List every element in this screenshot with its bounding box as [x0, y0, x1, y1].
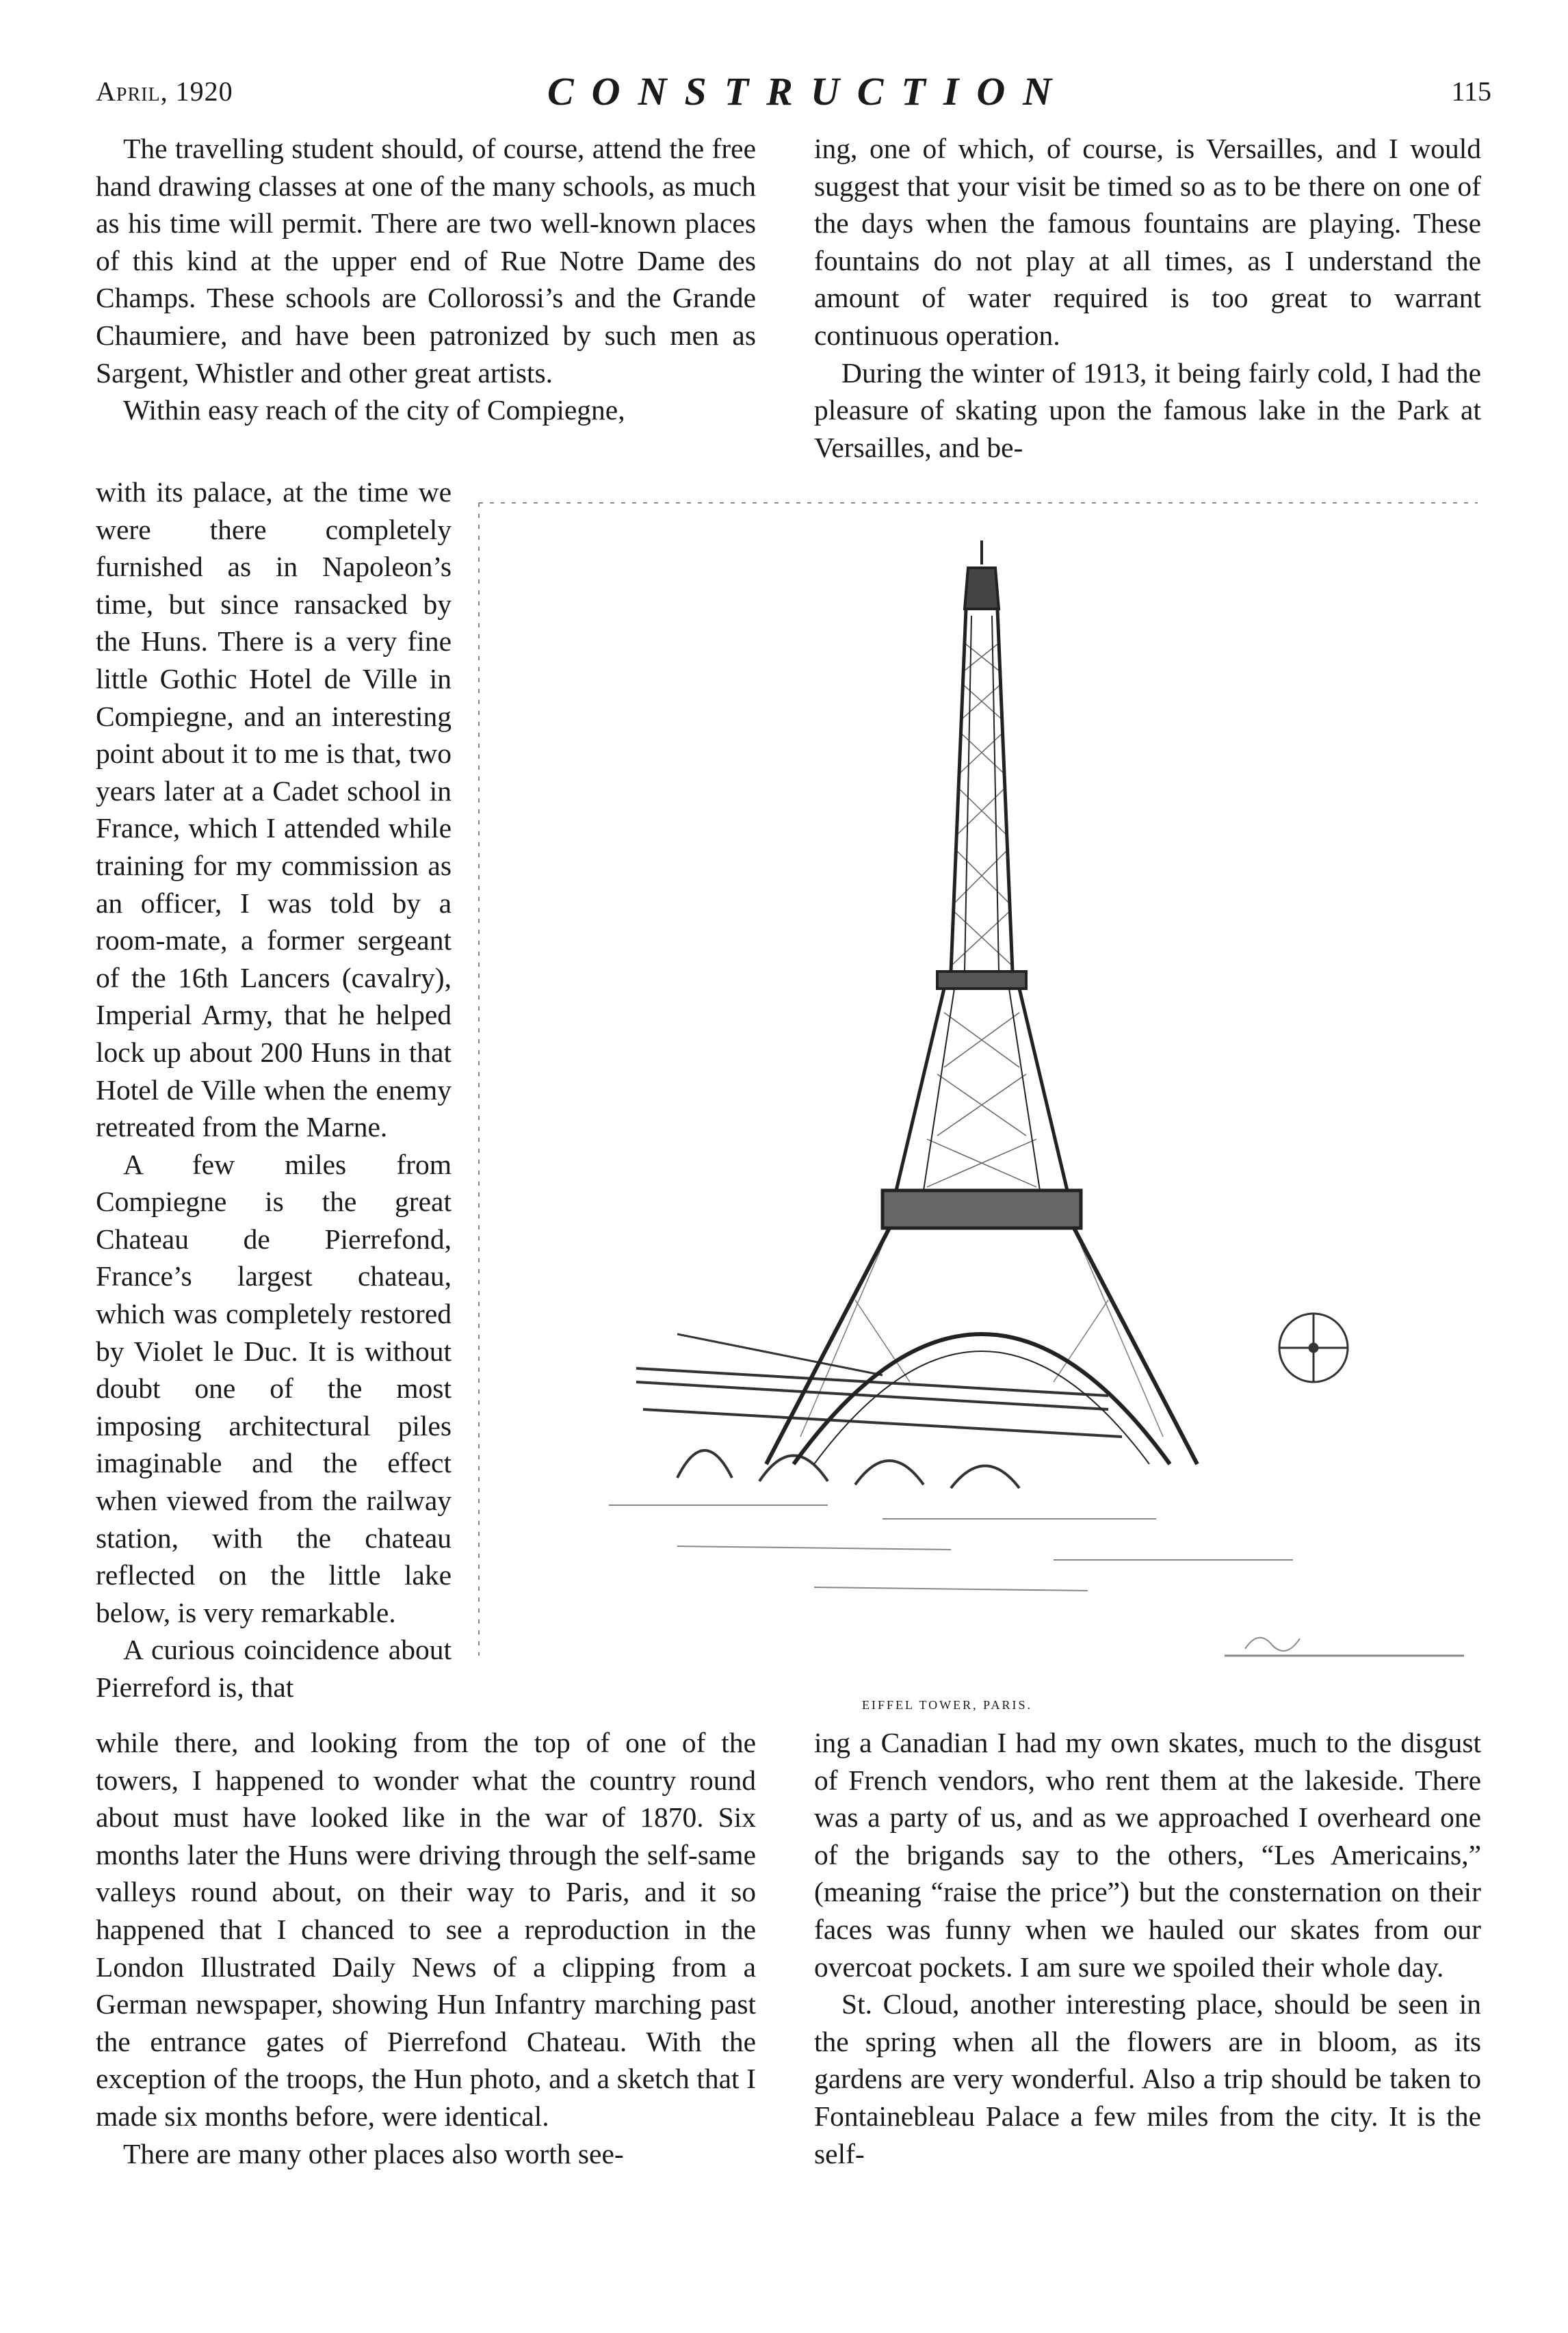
paragraph-compiegne: with its palace, at the time we were there completely furnished as in Napoleon’s time, but since ransacked by the Huns. There is a very fine little Gothic Hotel de Ville in Compiegne, and an interesting point about it to me is that, two years later at a Cadet school in France, which I attended while training for my commission as an officer, I was told by a room-mate, a former sergeant of the 16th Lancers (cavalry), Imperial Army, that he helped lock up about 200 Huns in that Hotel de Ville when the enemy retreated from the Marne.	[96, 476, 452, 1143]
publication-title: CONSTRUCTION	[547, 69, 1070, 114]
paragraph-skating-start: During the winter of 1913, it being fairly cold, I had the pleasure of skating upon the famous lake in the Park at Versailles, and be-	[814, 356, 1481, 463]
eiffel-tower-figure	[472, 493, 1485, 1712]
paragraph-pierrefond: A few miles from Compiegne is the great Chateau de Pierrefond, France’s largest chateau, which was completely restored by Violet le Duc. It is without doubt one of the most imposing architectural piles imaginable and the effect when viewed from the railway station, with the chateau reflected on the little lake below, is very remarkable.	[96, 1148, 452, 1628]
left-column-narrow	[96, 473, 452, 1706]
issue-date: April, 1920	[96, 76, 233, 107]
paragraph-versailles: ing, one of which, of course, is Versailles, and I would suggest that your visit be timed so as to be there on one of the days when the famous fountains are playing. These fountains do not play at all times, as I understand the amount of water required is too great to warrant continuous operation.	[814, 133, 1481, 351]
page-number: 115	[1451, 76, 1491, 107]
paragraph-skating: ing a Canadian I had my own skates, much to the disgust of French vendors, who rent them at the lakeside. There was a party of us, and as we approached I overheard one of the brigands say to the others, “Les Americains,” (meaning “raise the price”) but the consternation on their faces was funny when we hauled our skates from our overcoat pockets. I am sure we spoiled their whole day.	[814, 1727, 1481, 1983]
right-column-bottom	[814, 1724, 1481, 2172]
ferris-wheel	[1279, 1314, 1348, 1382]
right-column-top	[814, 130, 1481, 466]
paragraph-other-places: There are many other places also worth see-	[123, 2137, 624, 2169]
tower	[766, 540, 1197, 1464]
paragraph-compiegne-start: Within easy reach of the city of Compiegne,	[123, 394, 625, 426]
paragraph-coincidence: while there, and looking from the top of one of the towers, I happened to wonder what the country round about must have looked like in the war of 1870. Six months later the Huns were driving through the self-same valleys round about, on their way to Paris, and it so happened that I chanced to see a reproduction in the London Illustrated Daily News of a clipping from a German newspaper, showing Hun Infantry marching past the entrance gates of Pierrefond Chateau. With the exception of the troops, the Hun photo, and a sketch that I made six months before, were identical.	[96, 1727, 756, 2132]
eiffel-tower-illustration	[472, 493, 1485, 1697]
left-column-top	[96, 130, 756, 429]
river	[609, 1505, 1464, 1656]
paragraph-st-cloud: St. Cloud, another interesting place, should be seen in the spring when all the flowers are in bloom, as its gardens are very wonderful. Also a trip should be taken to Fontainebleau Palace a few miles from the city. It is the self-	[814, 1988, 1481, 2169]
bridge	[636, 1334, 1122, 1488]
paragraph-drawing-classes: The travelling student should, of course, attend the free hand drawing classes at one of the many schools, as much as his time will permit. There are two well-known places of this kind at the upper end of Rue Notre Dame des Champs. These schools are Collorossi’s and the Grande Chaumiere, and have been patronized by such men as Sargent, Whistler and other great artists.	[96, 133, 756, 389]
left-column-bottom	[96, 1724, 756, 2172]
paragraph-coincidence-start: A curious coincidence about Pierreford is, that	[96, 1634, 452, 1703]
figure-caption: EIFFEL TOWER, PARIS.	[862, 1698, 1033, 1712]
page-header	[96, 68, 1491, 130]
frame-lines	[479, 503, 1478, 1656]
